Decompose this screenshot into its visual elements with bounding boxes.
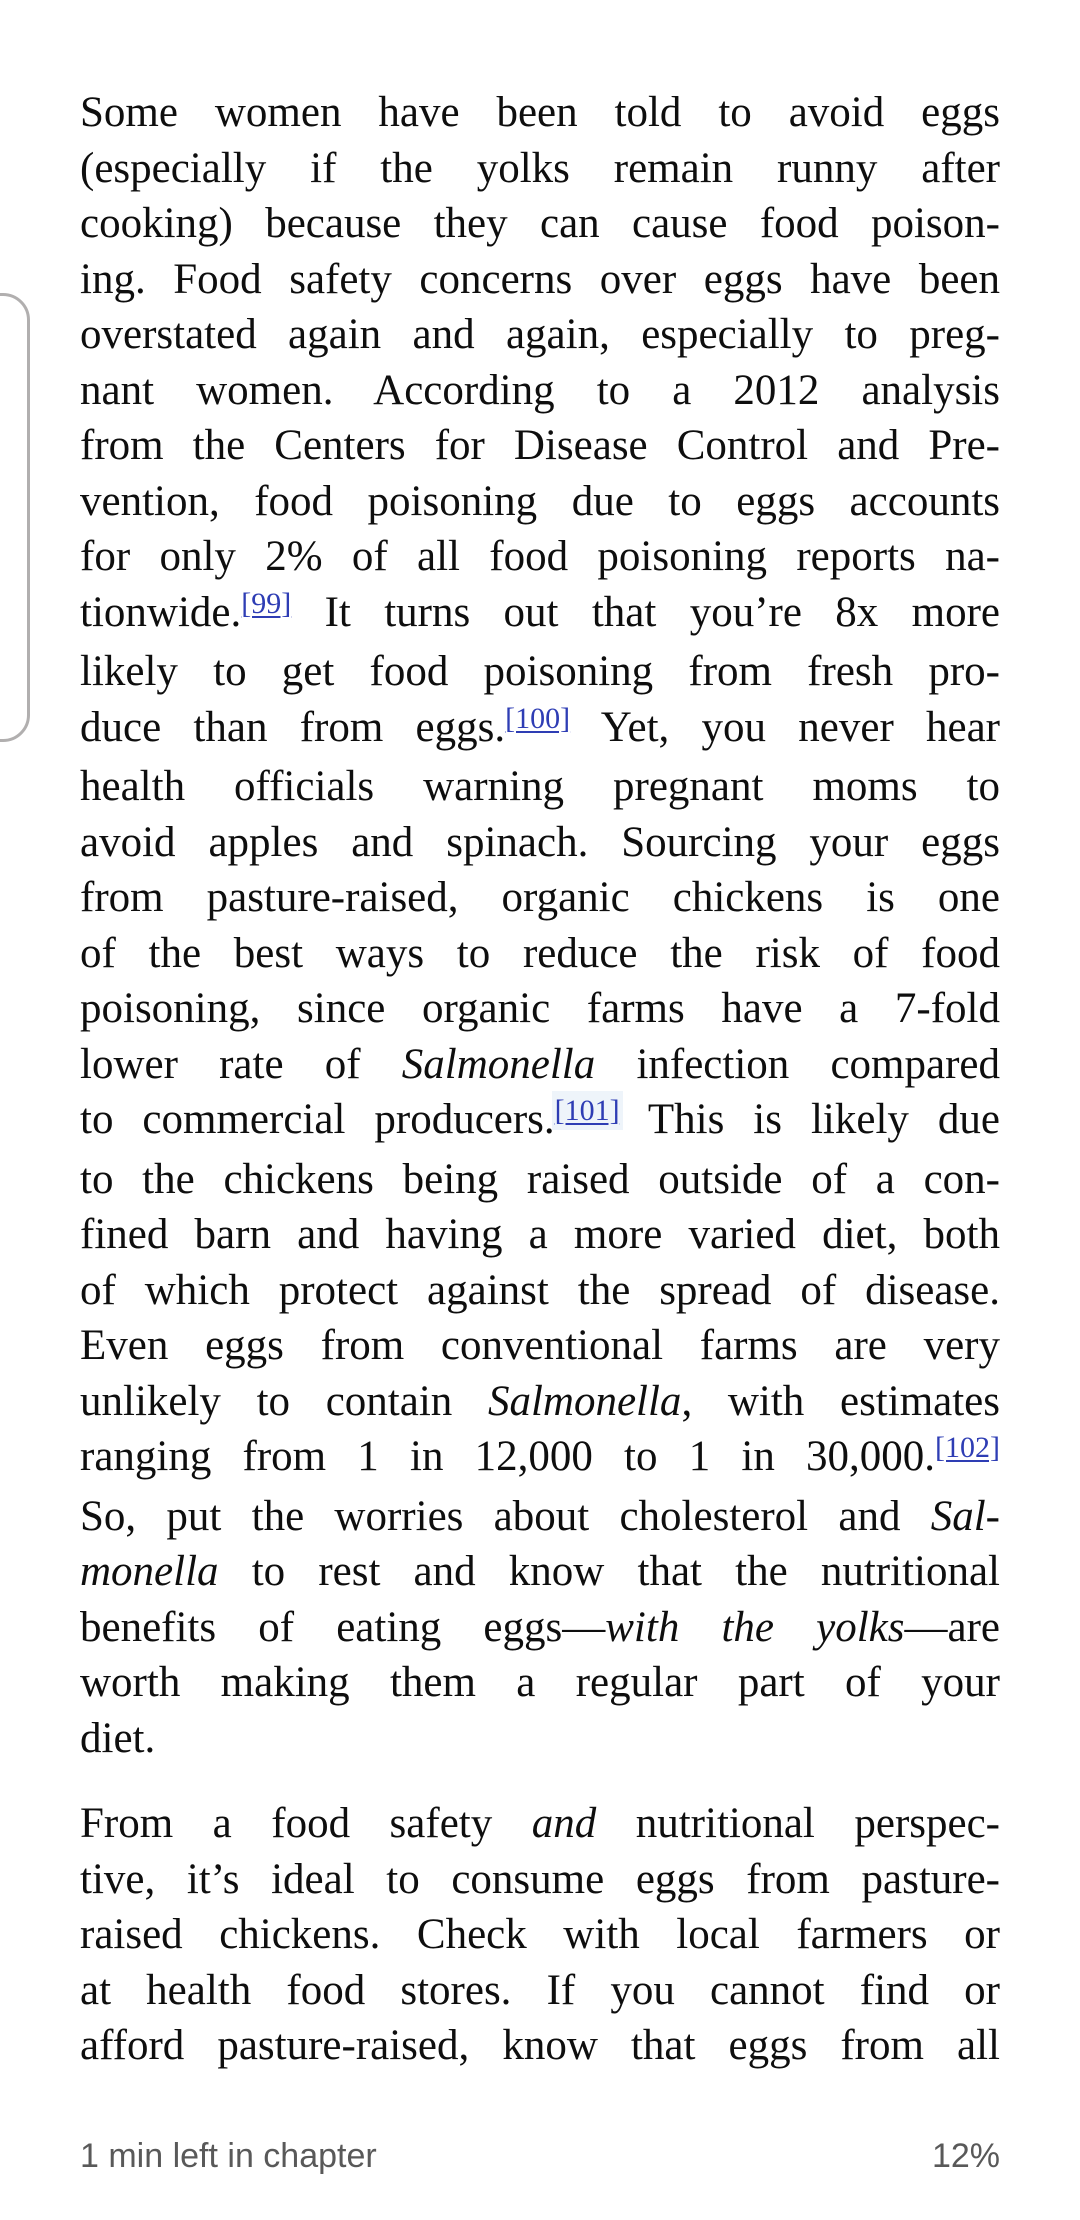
text-segment: Yet, you never hear: [570, 703, 1001, 751]
text-segment: to commercial producers.: [80, 1096, 555, 1143]
text-segment: tive, it’s ideal to consume eggs from pasture-: [80, 1855, 1000, 1903]
text-segment: , with estimates: [681, 1377, 1000, 1425]
text-line: [80, 529, 1000, 585]
text-line: [80, 1037, 1000, 1093]
text-line: [80, 2018, 1000, 2074]
text-line: [80, 1544, 1000, 1600]
reading-progress-percent: 12%: [931, 2137, 1000, 2175]
text-segment: from pasture-raised, organic chickens is one: [80, 874, 1000, 921]
text-line: [80, 474, 1000, 530]
text-line: [80, 307, 1000, 363]
paragraph: [80, 85, 1000, 1766]
text-segment: nant women. According to a 2012 analysis: [80, 366, 1000, 414]
reader-footer: [80, 2137, 1000, 2176]
text-segment: (especially if the yolks remain runny after: [80, 144, 1000, 192]
text-segment: infection compared: [595, 1040, 1000, 1088]
text-line: [80, 926, 1000, 982]
text-line: [80, 870, 1000, 926]
text-segment: overstated again and again, especially to preg-: [80, 311, 1000, 358]
text-line: [80, 1907, 1000, 1963]
text-segment: health officials warning pregnant moms to: [80, 763, 1000, 810]
text-segment: —are: [904, 1603, 1000, 1651]
text-line: [80, 252, 1000, 308]
text-segment: So, put the worries about cholesterol and: [80, 1492, 931, 1540]
text-segment: It turns out that you’re 8x more: [291, 588, 1000, 636]
text-line: [80, 1263, 1000, 1319]
text-segment: nutritional perspec-: [596, 1800, 1000, 1847]
text-segment: Some women have been told to avoid eggs: [80, 89, 1000, 136]
text-segment: vention, food poisoning due to eggs accounts: [80, 477, 1000, 525]
text-line: [80, 1092, 1000, 1152]
footnote-link-102[interactable]: [102]: [935, 1431, 1000, 1464]
text-segment: from the Centers for Disease Control and Pre-: [80, 422, 1000, 469]
text-line: [80, 1655, 1000, 1711]
text-line: [80, 1963, 1000, 2019]
text-segment: diet.: [80, 1714, 156, 1762]
text-line: [80, 1600, 1000, 1656]
text-segment: likely to get food poisoning from fresh pro-: [80, 648, 1000, 695]
text-segment: worth making them a regular part of your: [80, 1659, 1000, 1706]
left-edge-handle[interactable]: [0, 293, 30, 742]
text-segment: unlikely to contain: [80, 1377, 488, 1425]
text-line: [80, 1374, 1000, 1430]
text-segment: to rest and know that the nutritional: [218, 1548, 1000, 1595]
text-line: [80, 1207, 1000, 1263]
text-line: [80, 363, 1000, 419]
text-line: [80, 1318, 1000, 1374]
text-line: [80, 815, 1000, 871]
text-line: [80, 1711, 1000, 1767]
text-line: [80, 585, 1000, 645]
text-line: [80, 141, 1000, 197]
italic-text: Salmonella: [487, 1377, 682, 1425]
text-segment: ranging from 1 in 12,000 to 1 in 30,000.: [80, 1433, 936, 1480]
text-segment: tionwide.: [80, 588, 242, 636]
text-column: [80, 85, 1000, 2074]
text-segment: avoid apples and spinach. Sourcing your eggs: [80, 818, 1000, 866]
text-line: [80, 1796, 1000, 1852]
text-segment: for only 2% of all food poisoning reports na-: [80, 533, 1000, 580]
text-line: [80, 1152, 1000, 1208]
italic-text: Salmonella: [401, 1040, 596, 1088]
text-segment: raised chickens. Check with local farmers or: [80, 1911, 1000, 1958]
text-segment: of the best ways to reduce the risk of food: [80, 929, 1000, 977]
footnote-link-99[interactable]: [99]: [241, 586, 292, 620]
time-left-in-chapter: 1 min left in chapter: [80, 2137, 377, 2175]
text-segment: afford pasture-raised, know that eggs from all: [80, 2022, 1000, 2069]
text-line: [80, 1852, 1000, 1908]
italic-text: Sal-: [930, 1492, 1000, 1540]
text-segment: benefits of eating eggs—: [80, 1603, 606, 1651]
italic-text: with the yolks: [605, 1603, 905, 1651]
paragraph: [80, 1796, 1000, 2074]
text-line: [80, 981, 1000, 1037]
text-segment: Even eggs from conventional farms are very: [80, 1322, 1000, 1369]
text-segment: lower rate of: [80, 1040, 402, 1088]
text-segment: to the chickens being raised outside of a con-: [80, 1155, 1000, 1203]
text-line: [80, 759, 1000, 815]
text-line: [80, 196, 1000, 252]
footnote-link-100[interactable]: [100]: [505, 701, 571, 735]
text-line: [80, 700, 1000, 760]
text-segment: poisoning, since organic farms have a 7-fold: [80, 985, 1000, 1032]
text-segment: duce than from eggs.: [80, 703, 506, 751]
text-segment: This is likely due: [619, 1096, 1000, 1143]
footnote-link-101[interactable]: [101]: [554, 1094, 620, 1127]
text-line: [80, 85, 1000, 141]
text-line: [80, 1429, 1000, 1489]
text-segment: of which protect against the spread of disease.: [80, 1266, 1000, 1314]
text-line: [80, 1489, 1000, 1545]
text-line: [80, 644, 1000, 700]
italic-text: and: [531, 1800, 597, 1847]
text-segment: ing. Food safety concerns over eggs have been: [80, 255, 1000, 303]
text-segment: From a food safety: [80, 1800, 532, 1847]
text-segment: cooking) because they can cause food poison-: [80, 200, 1000, 247]
text-segment: at health food stores. If you cannot find or: [80, 1966, 1000, 2014]
italic-text: monella: [80, 1548, 219, 1595]
text-segment: fined barn and having a more varied diet, both: [80, 1211, 1000, 1258]
text-line: [80, 418, 1000, 474]
